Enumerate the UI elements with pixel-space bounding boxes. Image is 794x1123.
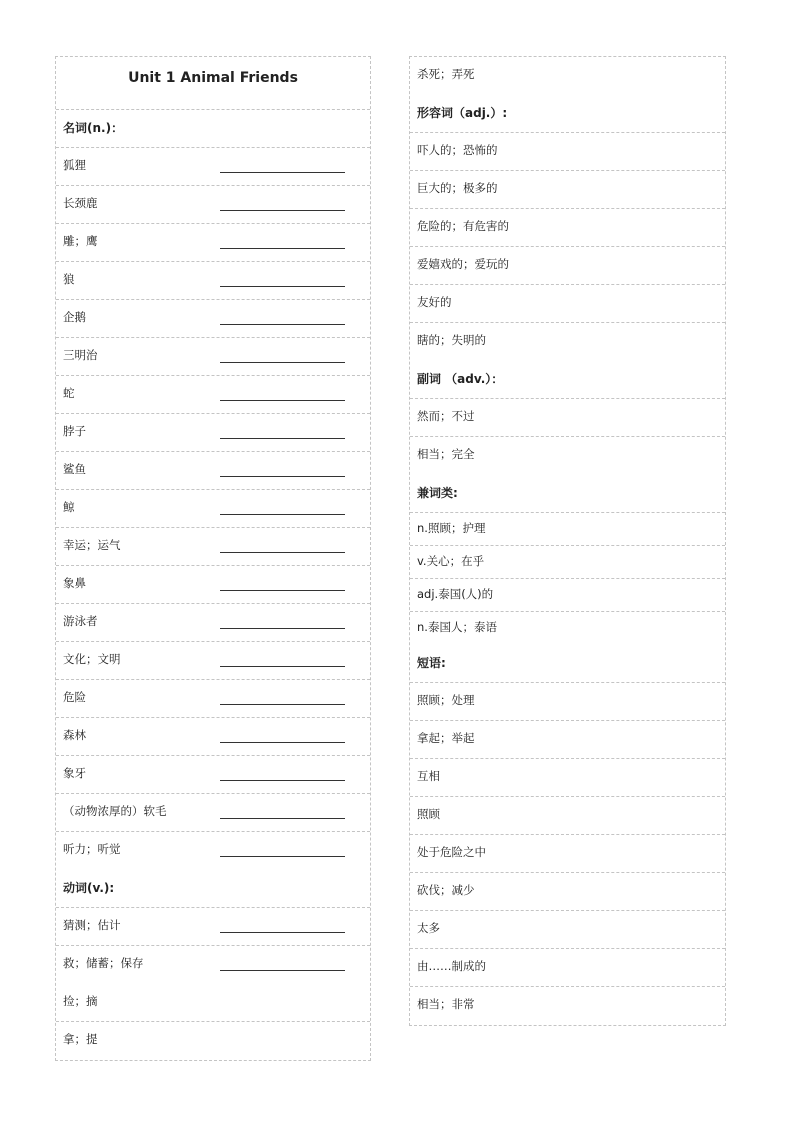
answer-blank[interactable]: [220, 514, 345, 515]
multi-heading: 兼词类:: [417, 486, 458, 500]
verb-label: 捡；摘: [63, 994, 98, 1008]
phrase-label: 太多: [417, 921, 440, 935]
answer-blank[interactable]: [220, 590, 345, 591]
answer-blank[interactable]: [220, 856, 345, 857]
noun-row: [56, 566, 370, 604]
phrase-label: 处于危险之中: [417, 845, 486, 859]
verb-label: 猜测；估计: [63, 918, 121, 932]
phrase-label: 拿起；举起: [417, 731, 475, 745]
noun-row: [56, 224, 370, 262]
noun-row: [56, 186, 370, 224]
answer-blank[interactable]: [220, 324, 345, 325]
multi-word-row: [410, 513, 725, 546]
adjective-row: [410, 247, 725, 285]
phrase-row: [410, 683, 725, 721]
answer-blank[interactable]: [220, 970, 345, 971]
noun-row: [56, 452, 370, 490]
multi-word-label: n.泰国人；泰语: [417, 620, 497, 634]
adjective-label: 友好的: [417, 295, 452, 309]
phrase-row: [410, 721, 725, 759]
phrase-heading: 短语:: [417, 656, 446, 670]
answer-blank[interactable]: [220, 286, 345, 287]
adjective-label: 吓人的；恐怖的: [417, 143, 498, 157]
adverb-row: [410, 437, 725, 475]
phrase-label: 由……制成的: [417, 959, 486, 973]
noun-heading: 名词(n.)：: [63, 121, 124, 135]
verb-row: [410, 57, 725, 95]
noun-row: [56, 642, 370, 680]
noun-row: [56, 528, 370, 566]
noun-label: 文化；文明: [63, 652, 121, 666]
noun-row: [56, 832, 370, 870]
verb-heading-row: [56, 870, 370, 908]
multi-word-row: [410, 612, 725, 645]
noun-label: 长颈鹿: [63, 196, 98, 210]
noun-label: 雕；鹰: [63, 234, 98, 248]
noun-row: [56, 338, 370, 376]
phrase-row: [410, 987, 725, 1025]
adv-heading: 副词 （adv.）：: [417, 372, 504, 386]
verb-row: [56, 984, 370, 1022]
noun-row: [56, 300, 370, 338]
phrase-row: [410, 873, 725, 911]
noun-heading-row: [56, 110, 370, 148]
noun-label: 听力；听觉: [63, 842, 121, 856]
adjective-row: [410, 171, 725, 209]
noun-row: [56, 604, 370, 642]
phrase-label: 照顾: [417, 807, 440, 821]
answer-blank[interactable]: [220, 172, 345, 173]
verb-row: [56, 908, 370, 946]
phrase-row: [410, 759, 725, 797]
noun-label: 象牙: [63, 766, 86, 780]
noun-row: [56, 680, 370, 718]
multi-word-row: [410, 546, 725, 579]
verb-label: 拿；提: [63, 1032, 98, 1046]
answer-blank[interactable]: [220, 552, 345, 553]
adjective-row: [410, 285, 725, 323]
noun-label: 三明治: [63, 348, 98, 362]
answer-blank[interactable]: [220, 400, 345, 401]
noun-label: 蛇: [63, 386, 75, 400]
noun-label: 游泳者: [63, 614, 98, 628]
noun-row: [56, 376, 370, 414]
noun-label: 企鹅: [63, 310, 86, 324]
answer-blank[interactable]: [220, 932, 345, 933]
verb-label: 杀死；弄死: [417, 67, 475, 81]
adjective-row: [410, 133, 725, 171]
multi-word-label: v.关心；在乎: [417, 554, 485, 568]
phrase-row: [410, 911, 725, 949]
multi-heading-row: [410, 475, 725, 513]
phrase-row: [410, 835, 725, 873]
noun-row: [56, 794, 370, 832]
answer-blank[interactable]: [220, 476, 345, 477]
multi-word-label: adj.泰国(人)的: [417, 587, 494, 601]
verb-row: [56, 1022, 370, 1060]
answer-blank[interactable]: [220, 362, 345, 363]
noun-row: [56, 718, 370, 756]
worksheet-title: Unit 1 Animal Friends: [128, 70, 298, 86]
noun-row: [56, 148, 370, 186]
noun-label: 危险: [63, 690, 86, 704]
answer-blank[interactable]: [220, 210, 345, 211]
verb-row: [56, 946, 370, 984]
noun-label: 幸运；运气: [63, 538, 121, 552]
adjective-label: 瞎的；失明的: [417, 333, 486, 347]
answer-blank[interactable]: [220, 780, 345, 781]
phrase-label: 相当；非常: [417, 997, 475, 1011]
multi-word-row: [410, 579, 725, 612]
noun-row: [56, 414, 370, 452]
noun-label: 狐狸: [63, 158, 86, 172]
phrase-label: 砍伐；减少: [417, 883, 475, 897]
phrase-label: 照顾；处理: [417, 693, 475, 707]
adj-heading: 形容词（adj.）:: [417, 106, 508, 120]
adverb-row: [410, 399, 725, 437]
adverb-label: 然而；不过: [417, 409, 475, 423]
title-row: [56, 57, 370, 110]
noun-label: 鲸: [63, 500, 75, 514]
answer-blank[interactable]: [220, 248, 345, 249]
noun-row: [56, 490, 370, 528]
answer-blank[interactable]: [220, 666, 345, 667]
phrase-heading-row: [410, 645, 725, 683]
noun-label: 鲨鱼: [63, 462, 86, 476]
phrase-label: 互相: [417, 769, 440, 783]
noun-label: 象鼻: [63, 576, 86, 590]
multi-word-label: n.照顾；护理: [417, 521, 486, 535]
adjective-label: 危险的；有危害的: [417, 219, 509, 233]
verb-label: 救；储蓄；保存: [63, 956, 144, 970]
adv-heading-row: [410, 361, 725, 399]
noun-label: 脖子: [63, 424, 86, 438]
noun-label: 森林: [63, 728, 86, 742]
left-column: [55, 56, 371, 1061]
adjective-row: [410, 323, 725, 361]
answer-blank[interactable]: [220, 742, 345, 743]
noun-label: （动物浓厚的）软毛: [63, 804, 167, 818]
adjective-row: [410, 209, 725, 247]
answer-blank[interactable]: [220, 438, 345, 439]
adjective-label: 爱嬉戏的；爱玩的: [417, 257, 509, 271]
right-column: [409, 56, 726, 1026]
answer-blank[interactable]: [220, 818, 345, 819]
adverb-label: 相当；完全: [417, 447, 475, 461]
noun-row: [56, 262, 370, 300]
noun-row: [56, 756, 370, 794]
verb-heading: 动词(v.):: [63, 881, 115, 895]
answer-blank[interactable]: [220, 704, 345, 705]
phrase-row: [410, 797, 725, 835]
adj-heading-row: [410, 95, 725, 133]
noun-label: 狼: [63, 272, 75, 286]
answer-blank[interactable]: [220, 628, 345, 629]
phrase-row: [410, 949, 725, 987]
adjective-label: 巨大的；极多的: [417, 181, 498, 195]
